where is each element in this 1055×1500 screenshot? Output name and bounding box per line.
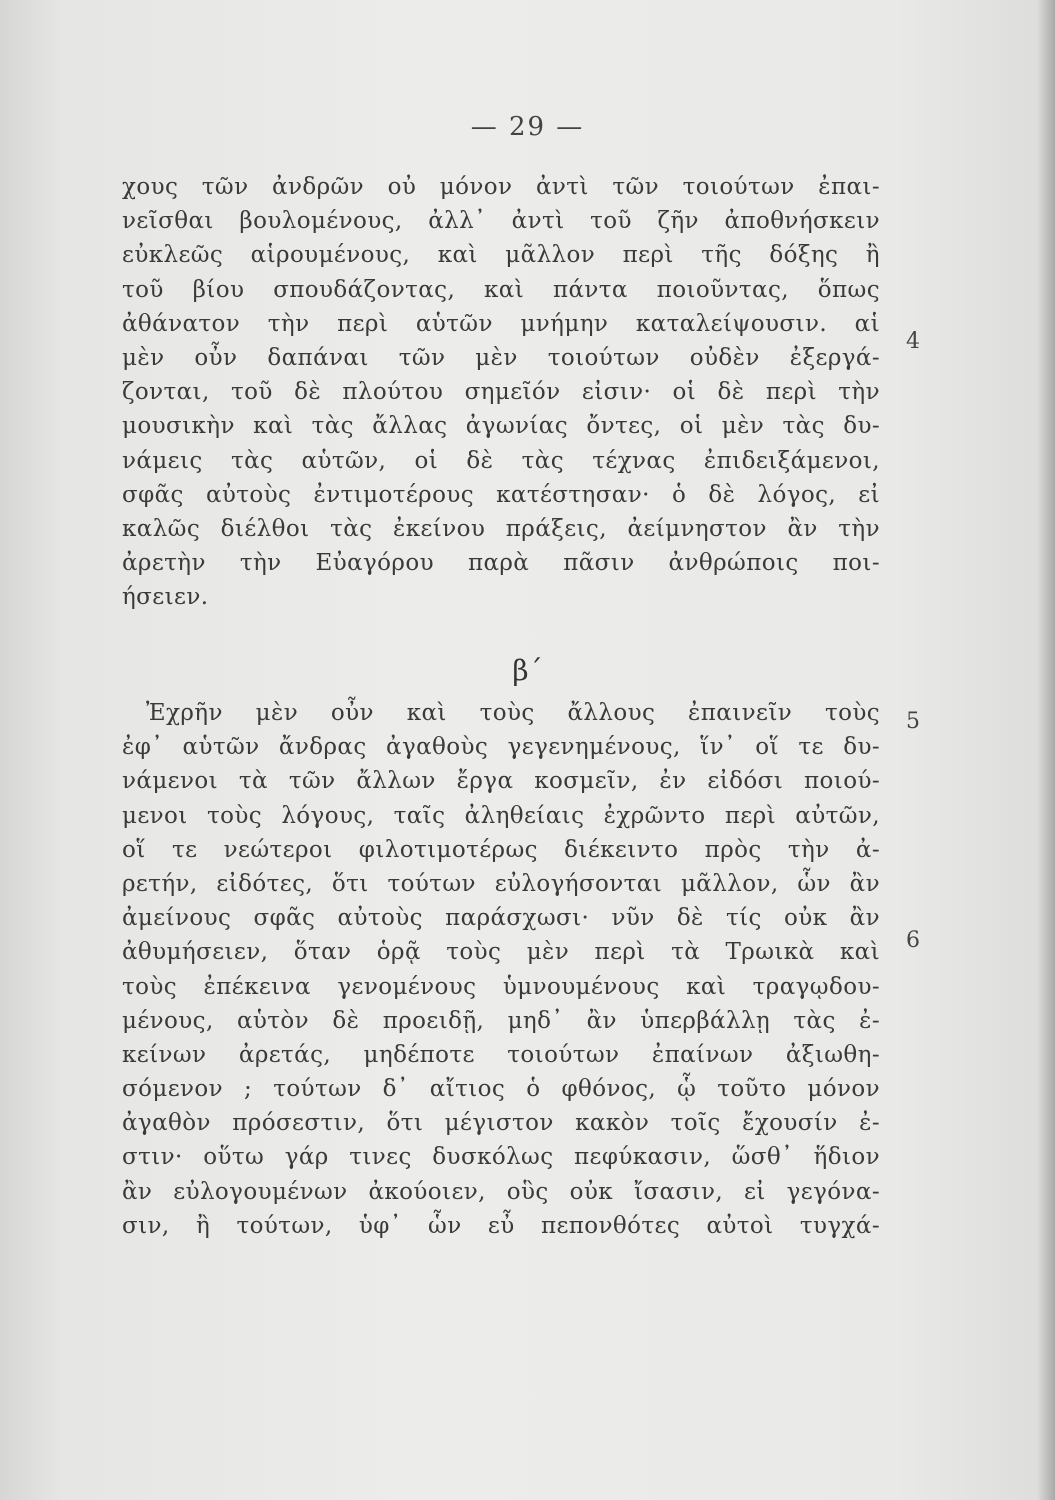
text-line: χους τῶν ἀνδρῶν οὐ μόνον ἀντὶ τῶν τοιούτων ἐπαι- — [122, 174, 880, 200]
text-line: ἀρετὴν τὴν Εὐαγόρου παρὰ πᾶσιν ἀνθρώποις ποι- — [122, 550, 880, 577]
text-line: ρετήν, εἰδότες, ὅτι τούτων εὐλογήσονται μᾶλλον, ὧν ἂν — [122, 870, 880, 897]
text-line: ήσειεν. — [122, 584, 209, 611]
text-line: τοὺς ἐπέκεινα γενομένους ὑμνουμένους καὶ τραγῳδου- — [122, 973, 880, 1000]
text-line: νάμεις τὰς αὑτῶν, οἱ δὲ τὰς τέχνας ἐπιδειξάμενοι, — [122, 447, 880, 474]
text-line: κείνων ἀρετάς, μηδέποτε τοιούτων ἐπαίνων ἀξιωθη- — [122, 1041, 880, 1068]
margin-section-number: 5 — [906, 709, 920, 734]
text-line: νάμενοι τὰ τῶν ἄλλων ἔργα κοσμεῖν, ἐν εἰδόσι ποιού- — [122, 768, 880, 795]
text-line: στιν· οὕτω γάρ τινες δυσκόλως πεφύκασιν, ὥσθ᾽ ἥδιον — [122, 1144, 880, 1171]
text-line: ἀμείνους σφᾶς αὐτοὺς παράσχωσι· νῦν δὲ τίς οὐκ ἂν — [122, 905, 880, 932]
text-line: οἵ τε νεώτεροι φιλοτιμοτέρως διέκειντο πρὸς τὴν ἀ- — [122, 836, 880, 863]
paragraph-1 — [122, 170, 880, 614]
text-line: ἀγαθὸν πρόσεστιν, ὅτι μέγιστον κακὸν τοῖς ἔχουσίν ἐ- — [122, 1110, 880, 1137]
text-line: μένους, αὑτὸν δὲ προειδῇ, μηδ᾽ ἂν ὑπερβάλλῃ τὰς ἐ- — [122, 1007, 880, 1034]
text-line: σιν, ἢ τούτων, ὑφ᾽ ὧν εὖ πεπονθότες αὐτοὶ τυγχά- — [122, 1212, 880, 1239]
text-line: μενοι τοὺς λόγους, ταῖς ἀληθείαις ἐχρῶντο περὶ αὐτῶν, — [122, 802, 880, 829]
paragraph-2 — [122, 696, 880, 1243]
text-line: μὲν οὖν δαπάναι τῶν μὲν τοιούτων οὐδὲν ἐξεργά- — [122, 344, 880, 371]
text-line: νεῖσθαι βουλομένους, ἀλλ᾽ ἀντὶ τοῦ ζῆν ἀποθνήσκειν — [122, 208, 880, 235]
text-line: ἐφ᾽ αὑτῶν ἄνδρας ἀγαθοὺς γεγενημένους, ἵν᾽ οἵ τε δυ- — [122, 734, 880, 761]
text-line: ἀθάνατον τὴν περὶ αὑτῶν μνήμην καταλείψουσιν. αἱ — [122, 310, 880, 337]
text-line: ζονται, τοῦ δὲ πλούτου σημεῖόν εἰσιν· οἱ δὲ περὶ τὴν — [122, 379, 880, 406]
text-line: εὐκλεῶς αἱρουμένους, καὶ μᾶλλον περὶ τῆς δόξης ἢ — [122, 242, 880, 269]
text-line: σόμενον ; τούτων δ᾽ αἴτιος ὁ φθόνος, ᾧ τοῦτο μόνον — [122, 1076, 880, 1103]
margin-section-number: 4 — [906, 329, 920, 354]
text-line: ἂν εὐλογουμένων ἀκούοιεν, οὓς οὐκ ἴσασιν, εἰ γεγόνα- — [122, 1178, 880, 1205]
page-edge-shadow — [1037, 0, 1055, 1500]
text-line: μουσικὴν καὶ τὰς ἄλλας ἀγωνίας ὄντες, οἱ μὲν τὰς δυ- — [122, 413, 880, 440]
margin-section-number: 6 — [906, 928, 920, 953]
text-line: ἀθυμήσειεν, ὅταν ὁρᾷ τοὺς μὲν περὶ τὰ Τρωικὰ καὶ — [122, 939, 880, 966]
section-mark: β΄ — [512, 654, 543, 687]
text-line: καλῶς διέλθοι τὰς ἐκείνου πράξεις, ἀείμνηστον ἂν τὴν — [122, 515, 880, 542]
text-line: Ἐχρῆν μὲν οὖν καὶ τοὺς ἄλλους ἐπαινεῖν τοὺς — [146, 700, 880, 726]
page-number-header: — 29 — — [470, 112, 585, 142]
text-line: σφᾶς αὐτοὺς ἐντιμοτέρους κατέστησαν· ὁ δὲ λόγος, εἰ — [122, 481, 880, 508]
text-line: τοῦ βίου σπουδάζοντας, καὶ πάντα ποιοῦντας, ὅπως — [122, 276, 880, 303]
